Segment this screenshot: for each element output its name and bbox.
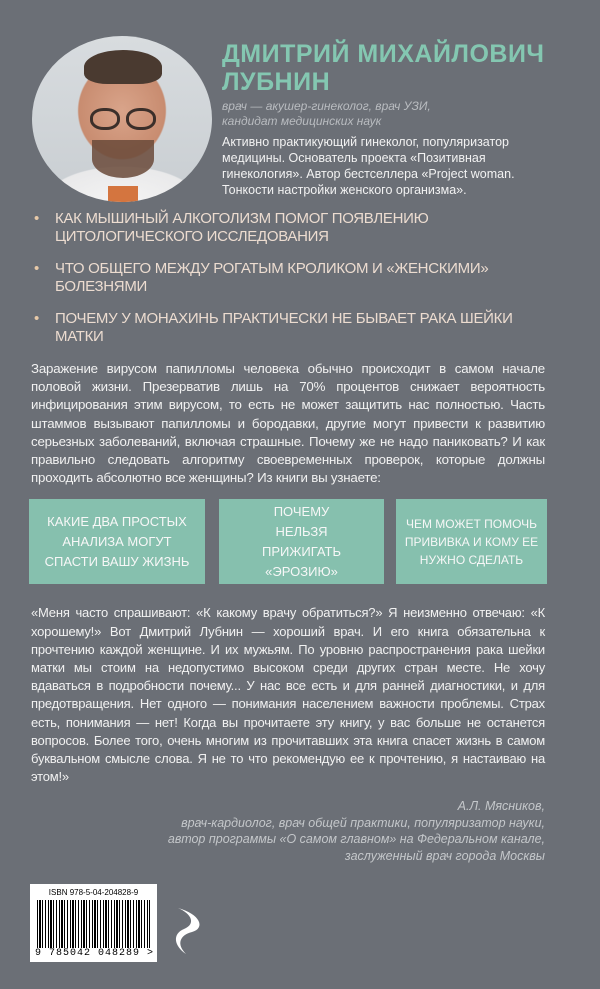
topics-list: [30, 210, 560, 346]
signature-line: врач-кардиолог, врач общей практики, популяризатор науки,: [181, 815, 545, 830]
glasses-left: [90, 108, 120, 130]
bullet-icon: •: [34, 210, 39, 227]
author-role-line: врач — акушер-гинеколог, врач УЗИ,: [222, 99, 431, 113]
topic-text: ПОЧЕМУ У МОНАХИНЬ ПРАКТИЧЕСКИ НЕ БЫВАЕТ РАКА ШЕЙКИ МАТКИ: [55, 310, 513, 345]
review-quote: «Меня часто спрашивают: «К какому врачу обратиться?» Я неизменно отвечаю: «К хорошему!» Вот Дмитрий Лубнин — хороший врач. И его книга обязательна к прочтению каждой женщине. И их мужьям. По уровню распространения рака шейки матки мы стоим на недопустимо высоком среди других стран месте. Не хочу вдаваться в подробности почему... У нас все есть и для ранней диагностики, и для предотвращения. Нет одного — понимания населением важности проблемы. Страх есть, понимания — нет! Когда вы прочитаете эту книгу, у вас больше не останется вопросов. Более того, очень многим из прочитавших эта книга спасет жизнь в самом буквальном смысле слова. Я не то что рекомендую ее к прочтению, я настаиваю на этом!»: [31, 605, 545, 785]
author-shirt: [108, 186, 138, 202]
barcode-icon: [37, 900, 150, 948]
signature-name: А.Л. Мясников,: [457, 799, 545, 814]
isbn-digits: 9 785042 048289 >: [35, 948, 155, 960]
author-beard: [92, 140, 154, 178]
author-role: [222, 99, 582, 129]
intro-paragraph: Заражение вирусом папилломы человека обычно происходит в самом начале половой жизни. Презерватив лишь на 70% процентов снижает вероятность инфицирования этим вирусом, то есть не может защитить нас полностью. Часть штаммов вызывают папилломы и бородавки, другие могут привести к развитию серьезных заболеваний, включая страшные. Почему же не надо паниковать? И как правильно следовать алгоритму своевременных проверок, которые должны проходить абсолютно все женщины? Из книги вы узнаете:: [31, 361, 545, 486]
highlight-boxes: [0, 499, 600, 584]
highlight-box: ПОЧЕМУ НЕЛЬЗЯ ПРИЖИГАТЬ «ЭРОЗИЮ»: [219, 499, 384, 584]
glasses-right: [126, 108, 156, 130]
topic-item: [30, 210, 560, 246]
review-signature: [0, 798, 545, 864]
isbn-barcode: [30, 884, 157, 962]
signature-line: автор программы «О самом главном» на Федеральном канале,: [167, 832, 545, 847]
publisher-logo-icon: [170, 902, 210, 958]
author-header: [222, 40, 582, 198]
author-photo: [32, 36, 212, 202]
bullet-icon: •: [34, 310, 39, 327]
signature-line: заслуженный врач города Москвы: [344, 848, 545, 863]
topic-text: ЧТО ОБЩЕГО МЕЖДУ РОГАТЫМ КРОЛИКОМ И «ЖЕНСКИМИ» БОЛЕЗНЯМИ: [55, 260, 489, 295]
author-role-line: кандидат медицинских наук: [222, 114, 382, 128]
isbn-label: ISBN 978-5-04-204828-9: [48, 888, 139, 898]
highlight-box: КАКИЕ ДВА ПРОСТЫХ АНАЛИЗА МОГУТ СПАСТИ ВАШУ ЖИЗНЬ: [29, 499, 205, 584]
topic-item: [30, 310, 560, 346]
bullet-icon: •: [34, 260, 39, 277]
highlight-box: ЧЕМ МОЖЕТ ПОМОЧЬ ПРИВИВКА И КОМУ ЕЕ НУЖНО СДЕЛАТЬ: [396, 499, 547, 584]
topic-text: КАК МЫШИНЫЙ АЛКОГОЛИЗМ ПОМОГ ПОЯВЛЕНИЮ ЦИТОЛОГИЧЕСКОГО ИССЛЕДОВАНИЯ: [55, 210, 429, 245]
bottom-row: [0, 884, 600, 964]
topic-item: [30, 260, 560, 296]
author-hair: [84, 50, 162, 84]
author-name: ДМИТРИЙ МИХАЙЛОВИЧ ЛУБНИН: [222, 40, 545, 96]
author-bio: Активно практикующий гинеколог, популяризатор медицины. Основатель проекта «Позитивная гинекология». Автор бестселлера «Project woman. Тонкости настройки женского организма».: [222, 135, 515, 197]
